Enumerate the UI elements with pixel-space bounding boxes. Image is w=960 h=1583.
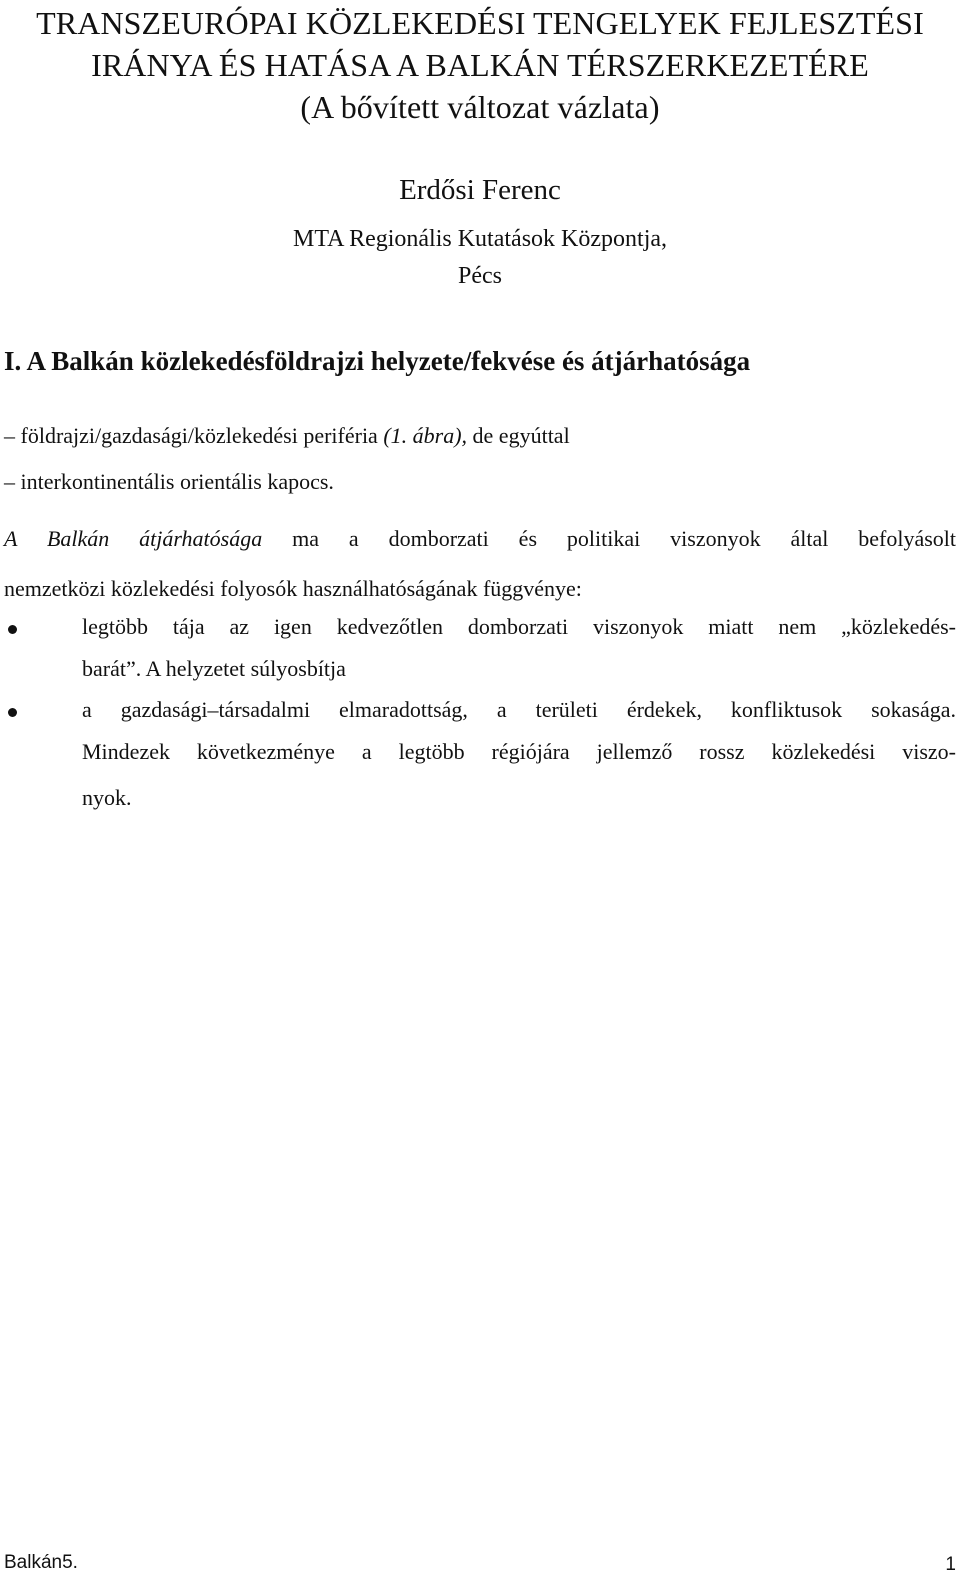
document-title: [0, 2, 960, 128]
bullet-item-2-text: [82, 692, 956, 816]
bullet-dot-icon: [8, 708, 17, 717]
affiliation: [0, 221, 960, 295]
paragraph-line-1: [4, 521, 956, 557]
author-name: Erdősi Ferenc: [399, 174, 561, 206]
paragraph-line-1-rest: ma a domborzati és politikai viszonyok által befolyásolt: [262, 526, 957, 551]
dash-item-1-suffix: de egyúttal: [467, 423, 570, 448]
dash-item-1: [4, 421, 570, 451]
page-number: 1: [945, 1554, 956, 1575]
paragraph-line-2: nemzetközi közlekedési folyosók használhatóságának függvénye:: [4, 576, 582, 601]
paragraph-italic-lead: A Balkán átjárhatósága: [4, 526, 263, 551]
bullet-1-line-2: barát”. A helyzetet súlyosbítja: [82, 656, 346, 681]
bullet-item-1-text: [82, 609, 956, 687]
affiliation-line-2: Pécs: [458, 263, 502, 289]
title-line-3: (A bővített változat vázlata): [300, 89, 660, 125]
dash-item-2: [4, 467, 334, 497]
bullet-2-line-1: a gazdasági–társadalmi elmaradottság, a területi érdekek, konfliktusok sokasága.: [82, 697, 956, 722]
figure-reference: (1. ábra),: [383, 423, 468, 448]
title-line-1: TRANSZEURÓPAI KÖZLEKEDÉSI TENGELYEK FEJLESZTÉSI: [36, 5, 924, 41]
section-heading: I. A Balkán közlekedésföldrajzi helyzete/fekvése és átjárhatósága: [4, 346, 751, 376]
dash-item-2-text: – interkontinentális orientális kapocs.: [4, 469, 334, 494]
intro-paragraph: [4, 521, 956, 607]
bullet-2-line-3: nyok.: [82, 785, 132, 810]
bullet-dot-icon: [8, 625, 17, 634]
bullet-2-line-2: Mindezek következménye a legtöbb régiójára jellemző rossz közlekedési viszo-: [82, 739, 956, 764]
bullet-1-line-1: legtöbb tája az igen kedvezőtlen domborzati viszonyok miatt nem „közlekedés-: [82, 614, 956, 639]
dash-item-1-text: – földrajzi/gazdasági/közlekedési periféria: [4, 423, 384, 448]
footer-label: Balkán5.: [4, 1552, 78, 1573]
title-line-2: IRÁNYA ÉS HATÁSA A BALKÁN TÉRSZERKEZETÉRE: [91, 47, 869, 83]
affiliation-line-1: MTA Regionális Kutatások Központja,: [292, 226, 668, 252]
